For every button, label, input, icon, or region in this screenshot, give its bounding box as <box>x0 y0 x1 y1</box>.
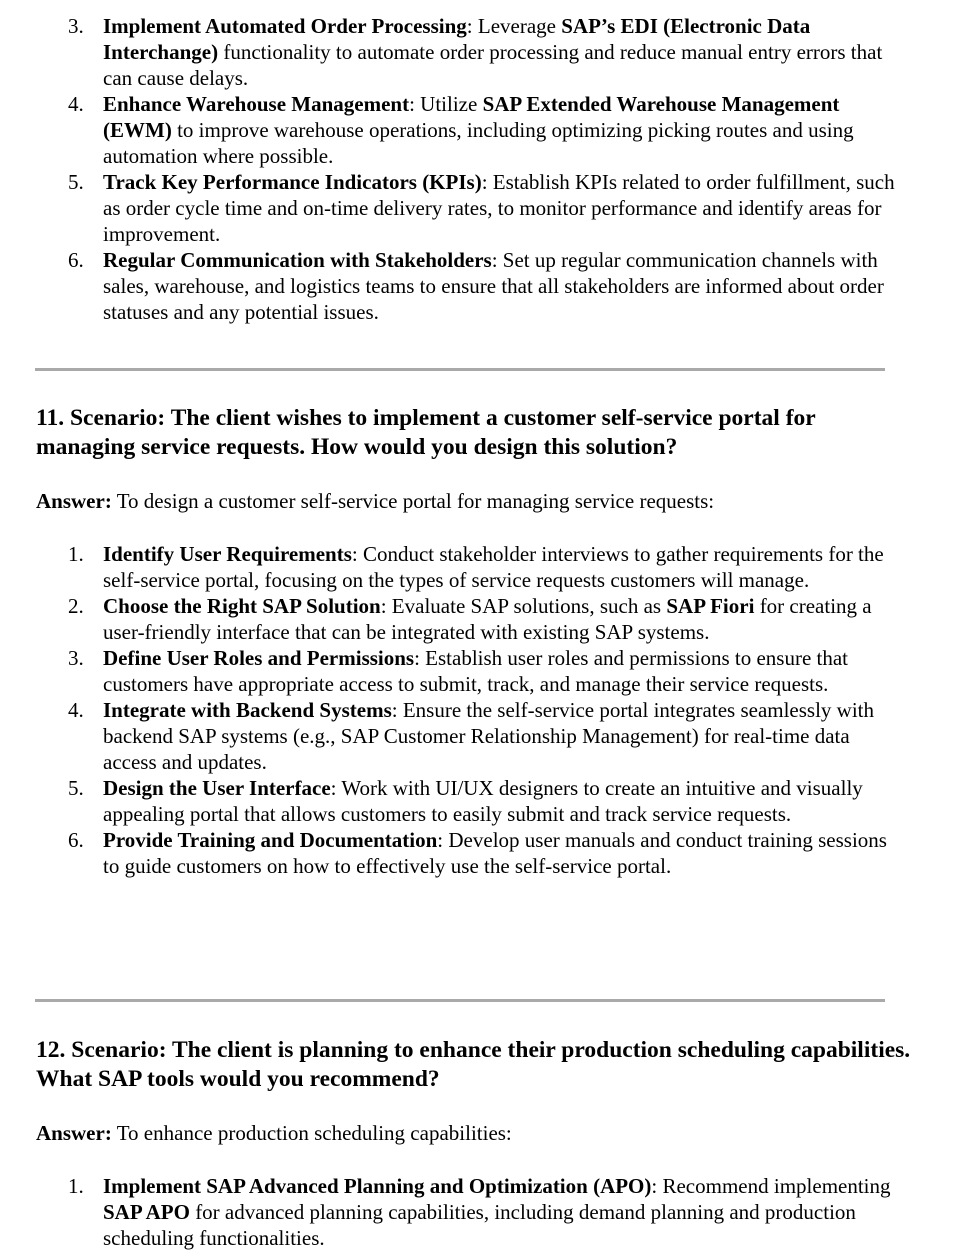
item-number: 6. <box>68 828 84 852</box>
question-11-heading: 11. Scenario: The client wishes to implement a customer self-service portal for managing service requests. How would you design this solution? <box>36 405 816 460</box>
item-title: Enhance Warehouse Management <box>103 92 410 116</box>
item-title: Choose the Right SAP Solution <box>103 594 381 618</box>
list-item <box>0 541 958 593</box>
item-title: Implement SAP Advanced Planning and Optimization (APO) <box>103 1174 652 1198</box>
item-emphasis: SAP Extended Warehouse Management (EWM) <box>103 92 840 142</box>
item-text: to improve warehouse operations, including optimizing picking routes and using automation where possible. <box>103 118 854 168</box>
order-processing-steps <box>0 13 958 325</box>
item-title: Provide Training and Documentation <box>103 828 438 852</box>
item-number: 3. <box>68 646 84 670</box>
item-number: 1. <box>68 542 84 566</box>
list-item <box>0 1173 958 1251</box>
answer-label: Answer: <box>36 489 112 513</box>
item-number: 5. <box>68 170 84 194</box>
item-text: : Work with UI/UX designers to create an intuitive and visually appealing portal that allows customers to easily submit and track service requests. <box>103 776 863 826</box>
question-12-heading: 12. Scenario: The client is planning to enhance their production scheduling capabilities. What SAP tools would you recommend? <box>36 1037 911 1092</box>
section-divider <box>35 999 885 1002</box>
list-item <box>0 775 958 827</box>
item-number: 3. <box>68 14 84 38</box>
list-item <box>0 697 958 775</box>
question-11-answer-intro <box>36 488 916 514</box>
item-text: : Set up regular communication channels with sales, warehouse, and logistics teams to ensure that all stakeholders are informed about order statuses and any potential issues. <box>103 248 884 324</box>
list-item <box>0 247 958 325</box>
list-item <box>0 645 958 697</box>
item-text: for creating a user-friendly interface that can be integrated with existing SAP systems. <box>103 594 872 644</box>
item-emphasis: SAP’s EDI (Electronic Data Interchange) <box>103 14 811 64</box>
section-divider <box>35 368 885 371</box>
item-number: 4. <box>68 698 84 722</box>
list-item <box>0 593 958 645</box>
item-title: Define User Roles and Permissions <box>103 646 415 670</box>
question-12-answer-intro <box>36 1120 916 1146</box>
item-text: for advanced planning capabilities, including demand planning and production scheduling functionalities. <box>103 1200 856 1250</box>
item-text: : Utilize <box>409 92 483 116</box>
item-text: functionality to automate order processing and reduce manual entry errors that can cause delays. <box>103 40 883 90</box>
item-text: : Establish KPIs related to order fulfillment, such as order cycle time and on-time delivery rates, to monitor performance and identify areas for improvement. <box>103 170 895 246</box>
item-title: Integrate with Backend Systems <box>103 698 392 722</box>
list-item <box>0 91 958 169</box>
item-text: : Ensure the self-service portal integrates seamlessly with backend SAP systems (e.g., SAP Customer Relationship Management) for real-time data access and updates. <box>103 698 875 774</box>
list-item <box>0 827 958 879</box>
item-title: Identify User Requirements <box>103 542 352 566</box>
answer-text: To design a customer self-service portal for managing service requests: <box>111 489 715 513</box>
item-text: : Recommend implementing <box>651 1174 891 1198</box>
scheduling-tools-steps <box>0 1173 958 1251</box>
item-number: 6. <box>68 248 84 272</box>
item-number: 2. <box>68 594 84 618</box>
item-text: : Evaluate SAP solutions, such as <box>380 594 667 618</box>
item-title: Track Key Performance Indicators (KPIs) <box>103 170 482 194</box>
item-number: 1. <box>68 1174 84 1198</box>
item-number: 4. <box>68 92 84 116</box>
item-number: 5. <box>68 776 84 800</box>
item-emphasis: SAP Fiori <box>666 594 755 618</box>
portal-design-steps <box>0 541 958 879</box>
item-title: Regular Communication with Stakeholders <box>103 248 492 272</box>
answer-text: To enhance production scheduling capabilities: <box>111 1121 512 1145</box>
item-text: : Develop user manuals and conduct training sessions to guide customers on how to effectively use the self-service portal. <box>103 828 887 878</box>
list-item <box>0 13 958 91</box>
item-title: Implement Automated Order Processing <box>103 14 467 38</box>
item-title: Design the User Interface <box>103 776 331 800</box>
item-text: : Establish user roles and permissions to ensure that customers have appropriate access to submit, track, and manage their service requests. <box>103 646 849 696</box>
item-emphasis: SAP APO <box>103 1200 190 1224</box>
answer-label: Answer: <box>36 1121 112 1145</box>
item-text: : Conduct stakeholder interviews to gather requirements for the self-service portal, focusing on the types of service requests customers will manage. <box>103 542 884 592</box>
item-text: : Leverage <box>466 14 562 38</box>
list-item <box>0 169 958 247</box>
